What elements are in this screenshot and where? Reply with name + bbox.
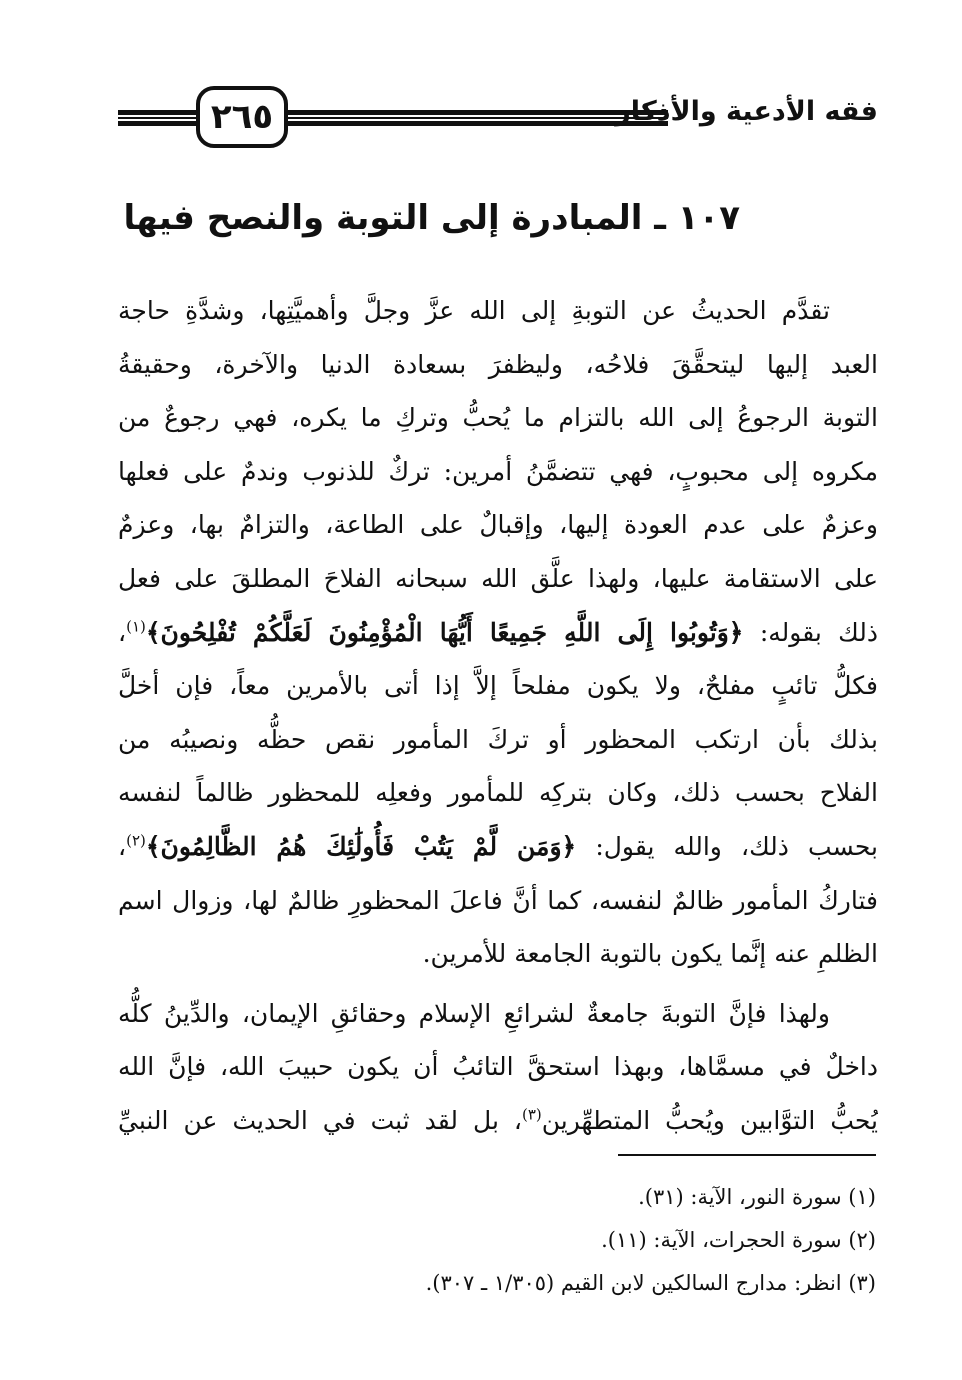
quran-verse: ﴿وَتُوبُوا إِلَى اللَّهِ جَمِيعًا أَيُّهَا الْمُؤْمِنُونَ لَعَلَّكُمْ تُفْلِحُونَ﴾ (145, 617, 744, 647)
footnote-ref: (١) (126, 617, 146, 636)
text-line: الفلاح بحسب ذلك، وكان بتركِه للمأمور وفعلِه للمحظور ظالماً لنفسه (118, 778, 878, 808)
footnote-ref: (٢) (126, 831, 146, 850)
text-line: التوبة الرجوعُ إلى الله بالتزام ما يُحبُّ وتركِ ما يكره، فهي رجوعٌ من (118, 403, 878, 433)
chapter-heading: ١٠٧ ـ المبادرة إلى التوبة والنصح فيها (123, 198, 740, 238)
text-line: على الاستقامة عليها، ولهذا علَّق الله سبحانه الفلاحَ المطلقَ على فعل (118, 563, 878, 593)
text-segment: ، (118, 617, 127, 647)
text-segment: ذلك بقوله: (759, 617, 878, 647)
paragraph-1 (118, 284, 878, 981)
footnote-divider (618, 1154, 876, 1156)
text-line: بذلك بأن ارتكب المحظور أو تركَ المأمور نقص حظُّه ونصيبُه من (118, 724, 878, 754)
footnote-item: (٣) انظر: مدارج السالكين لابن القيم (١/٣٠٥ ـ ٣٠٧). (425, 1271, 876, 1295)
page-header (118, 86, 878, 152)
footnotes (300, 1176, 876, 1305)
text-segment: بحسب ذلك، والله يقول: (595, 831, 878, 861)
text-line: وعزمٌ على عدم العودة إليها، وإقبالٌ على الطاعة، والتزامٌ بها، وعزمٌ (118, 510, 878, 540)
text-line: فتاركُ المأمور ظالمٌ لنفسه، كما أنَّ فاعلَ المحظورِ ظالمٌ لها، وزوال اسم (118, 885, 878, 915)
header-rule-right (288, 110, 668, 126)
footnote-item: (١) سورة النور، الآية: (٣١). (638, 1185, 876, 1209)
text-line: مكروه إلى محبوبٍ، فهي تتضمَّنُ أمرين: تركٌ للذنوب وندمٌ على فعلها (118, 456, 878, 486)
text-line-with-quran (118, 820, 878, 874)
text-line: فكلُّ تائبٍ مفلحٌ، ولا يكون مفلحاً إلاَّ إذا أتى بالأمرين معاً، فإن أخلَّ (118, 671, 878, 701)
footnote-item: (٢) سورة الحجرات، الآية: (١١). (601, 1228, 876, 1252)
text-segment: ، بل لقد ثبت في الحديث عن النبيِّ (118, 1105, 522, 1135)
text-line-with-quran (118, 606, 878, 660)
book-title: فقه الأدعية والأذكار (615, 96, 878, 127)
text-line-with-footnote (118, 1094, 878, 1148)
page-number: ٢٦٥ (196, 86, 288, 148)
text-line: داخلٌ في مسمَّاها، وبهذا استحقَّ التائبُ أن يكون حبيبَ الله، فإنَّ الله (118, 1052, 878, 1082)
header-rule-left (118, 110, 198, 126)
text-segment: ، (118, 831, 127, 861)
text-line: الظلمِ عنه إنَّما يكون بالتوبة الجامعة للأمرين. (422, 939, 878, 969)
text-line: العبد إليها ليتحقَّقَ فلاحُه، وليظفرَ بسعادة الدنيا والآخرة، وحقيقةُ (118, 349, 878, 379)
text-line: ولهذا فإنَّ التوبةَ جامعةٌ لشرائعِ الإسلام وحقائقِ الإيمان، والدِّينُ كلُّه (118, 998, 830, 1028)
text-line: تقدَّم الحديثُ عن التوبةِ إلى الله عزَّ وجلَّ وأهميَّتِها، وشدَّةِ حاجة (118, 296, 830, 325)
paragraph-2 (118, 987, 878, 1148)
footnote-ref: (٣) (521, 1105, 542, 1124)
body-text (118, 284, 878, 1148)
text-segment: يُحبُّ التوَّابين ويُحبُّ المتطهِّرين (541, 1105, 878, 1135)
quran-verse: ﴿وَمَن لَّمْ يَتُبْ فَأُولَٰئِكَ هُمُ الظَّالِمُونَ﴾ (145, 831, 577, 861)
